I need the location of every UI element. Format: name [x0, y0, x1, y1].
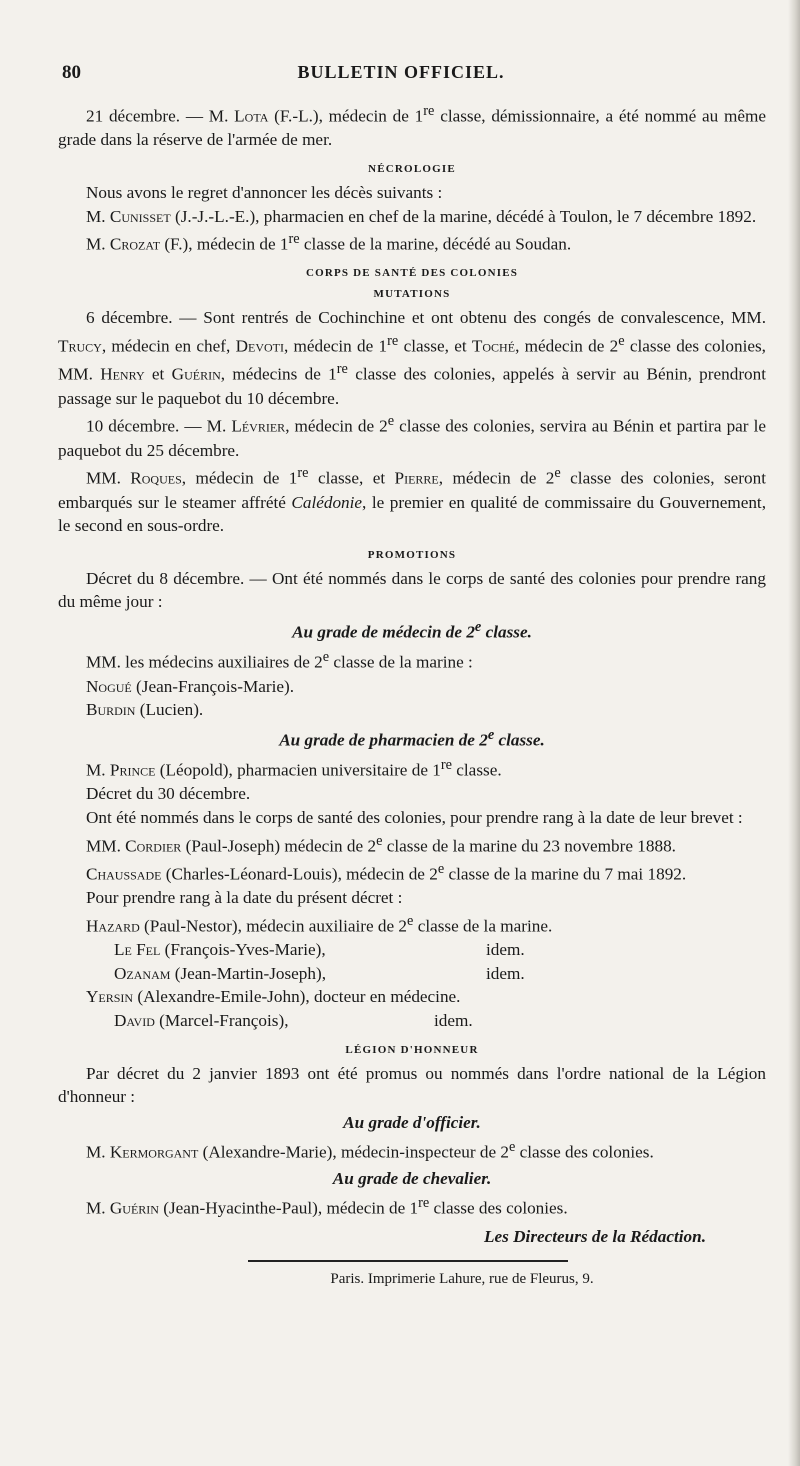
page-number: 80 [62, 62, 81, 83]
entry-prince: M. Prince (Léopold), pharmacien universitaire de 1re classe. [86, 757, 502, 780]
grade-officier: Au grade d'officier. [343, 1112, 481, 1132]
entry-chaussade: Chaussade (Charles-Léonard-Louis), médecin de 2e classe de la marine du 7 mai 1892. [86, 860, 687, 884]
auxiliaires-intro: MM. les médecins auxiliaires de 2e classe de la marine : [86, 649, 473, 672]
entry-hazard: Hazard (Paul-Nestor), médecin auxiliaire de 2e classe de la marine. [86, 912, 553, 936]
page-header [62, 62, 740, 88]
legion-intro: Par décret du 2 janvier 1893 ont été promus ou nommés dans l'ordre national de la Légion d'honneur : [58, 1063, 766, 1107]
grade-medecin-2e: Au grade de médecin de 2e classe. [292, 618, 532, 642]
entry-cunisset: M. Cunisset (J.-J.-L.-E.), pharmacien en chef de la marine, décédé à Toulon, le 7 décembre 1892. [86, 206, 757, 226]
promotions-intro-3: Pour prendre rang à la date du présent décret : [86, 888, 403, 908]
grade-chevalier: Au grade de chevalier. [332, 1168, 492, 1188]
grade-pharmacien-2e: Au grade de pharmacien de 2e classe. [279, 726, 545, 750]
signature: Les Directeurs de la Rédaction. [484, 1226, 706, 1246]
mutation-6-decembre: 6 décembre. — Sont rentrés de Cochinchine et ont obtenu des congés de convalescence, MM. Trucy, médecin en chef, Devoti, médecin de 1re classe, et Toché, médecin de 2e classe des colonies, MM. Henry et Guérin, médecins de 1re classe des colonies, appelés à servir au Bénin, prendront passage sur le paquebot du 10 décembre. [58, 308, 767, 408]
heading-mutations: MUTATIONS [373, 288, 451, 301]
entry-crozat: M. Crozat (F.), médecin de 1re classe de la marine, décédé au Soudan. [86, 231, 572, 254]
entry-le-fel: Le Fel (François-Yves-Marie), idem. [114, 940, 525, 960]
entry-yersin: Yersin (Alexandre-Emile-John), docteur en médecine. [86, 987, 461, 1007]
entry-cordier: MM. Cordier (Paul-Joseph) médecin de 2e classe de la marine du 23 novembre 1888. [86, 832, 676, 856]
mutation-roques-pierre: MM. Roques, médecin de 1re classe, et Pierre, médecin de 2e classe des colonies, seront embarqués sur le steamer affrété Calédonie, le premier en qualité de commissaire du Gouvernement, le second en sous-ordre. [58, 465, 766, 536]
promotions-intro: Décret du 8 décembre. — Ont été nommés dans le corps de santé des colonies pour prendre rang du même jour : [58, 568, 766, 612]
necrologie-intro: Nous avons le regret d'annoncer les décès suivants : [86, 182, 443, 202]
page-title: BULLETIN OFFICIEL. [297, 62, 505, 82]
entry-ozanam: Ozanam (Jean-Martin-Joseph), idem. [114, 963, 525, 983]
printer-imprint: Paris. Imprimerie Lahure, rue de Fleurus, 9. [330, 1271, 594, 1288]
entry-david: David (Marcel-François), idem. [114, 1010, 473, 1030]
page-edge-shadow [788, 0, 800, 1466]
page-content [58, 100, 766, 1292]
decret-30-decembre: Décret du 30 décembre. [86, 784, 251, 804]
heading-necrologie: NÉCROLOGIE [368, 162, 456, 175]
heading-corps-sante: CORPS DE SANTÉ DES COLONIES [305, 267, 519, 280]
entry-kermorgant: M. Kermorgant (Alexandre-Marie), médecin-inspecteur de 2e classe des colonies. [86, 1139, 654, 1163]
entry-nogue: Nogué (Jean-François-Marie). [86, 676, 295, 696]
heading-promotions: PROMOTIONS [367, 548, 457, 561]
promotions-intro-2: Ont été nommés dans le corps de santé des colonies, pour prendre rang à la date de leur brevet : [86, 808, 743, 827]
entry-lota: 21 décembre. — M. Lota (F.-L.), médecin de 1re classe, démissionnaire, a été nommé au même grade dans la réserve de l'armée de mer. [58, 103, 767, 150]
heading-legion-honneur: LÉGION D'HONNEUR [345, 1043, 479, 1056]
entry-guerin: M. Guérin (Jean-Hyacinthe-Paul), médecin de 1re classe des colonies. [86, 1195, 568, 1218]
entry-burdin: Burdin (Lucien). [86, 700, 204, 720]
closing-rule [248, 1260, 568, 1262]
mutation-10-decembre: 10 décembre. — M. Lévrier, médecin de 2e classe des colonies, servira au Bénin et partira par le paquebot du 25 décembre. [58, 413, 766, 460]
